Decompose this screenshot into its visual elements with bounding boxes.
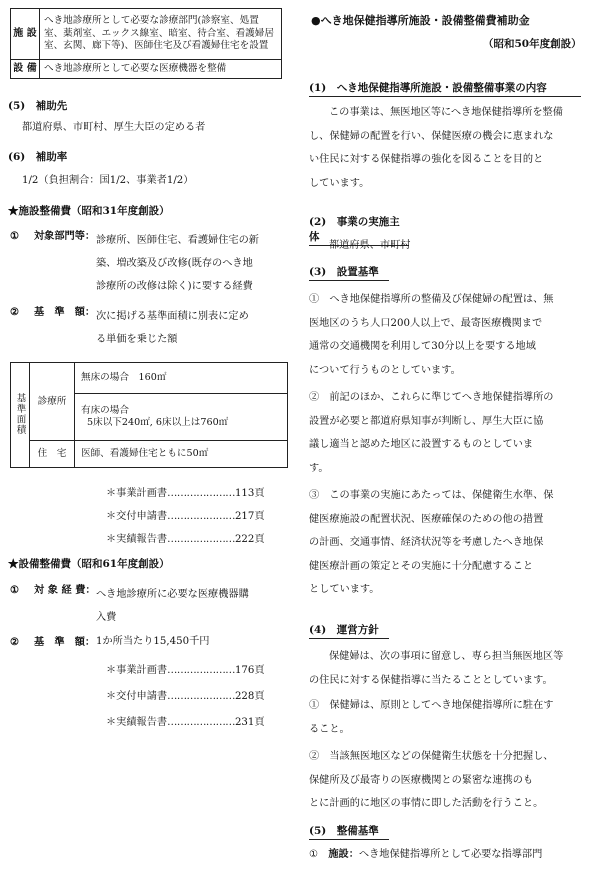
facility-equipment-table [10, 8, 282, 79]
ref-line: ＊実績報告書…………………231頁 [106, 717, 265, 728]
table-row-label: 設 備 [11, 60, 40, 79]
section-heading: (6) 補助率 [8, 151, 68, 163]
item-number: ② [309, 751, 320, 762]
text-line: 次に掲げる基準面積に別表に定め [96, 311, 249, 322]
section-heading: (1) へき地保健指導所施設・設備整備事業の内容 [309, 80, 581, 97]
item-number: ② [10, 636, 20, 648]
item-label: 基 準 額： [34, 306, 96, 318]
text-line: 議し適当と認めた地区に設置するものとしていま [309, 439, 534, 450]
ref-line: ＊実績報告書…………………222頁 [106, 534, 265, 545]
item-label: 対象部門等： [34, 230, 96, 242]
text-line: る単価を乗じた額 [96, 334, 178, 345]
ref-page: 228頁 [234, 691, 265, 702]
ref-label: ＊実績報告書 [106, 534, 168, 545]
text-line: この事業の実施にあたっては、保健衛生水準、保 [329, 490, 554, 501]
text-line: しています。 [309, 177, 370, 189]
text-line: この事業は、無医地区等にへき地保健指導所を整備 [329, 107, 563, 118]
ref-label: ＊実績報告書 [106, 717, 168, 728]
list-item [309, 745, 597, 816]
housing-row: 医師、看護婦住宅ともに50㎡ [75, 441, 288, 468]
section-heading: ★施設整備費（昭和31年度創設） [8, 205, 170, 217]
item-text [96, 583, 249, 629]
housing-label: 住 宅 [30, 441, 75, 468]
ref-page: 231頁 [234, 717, 265, 728]
page-subtitle: （昭和50年度創設） [483, 38, 582, 50]
table-row [11, 9, 282, 60]
no-bed-row: 無床の場合 160㎡ [75, 363, 288, 394]
with-bed-row [75, 394, 288, 441]
ref-label: ＊交付申請書 [106, 511, 168, 522]
section-body [309, 645, 597, 816]
setting-criteria-items [309, 288, 597, 602]
section-heading: (5) 整備基準 [309, 823, 389, 840]
text-line: 通常の交通機関を利用して30分以上を要する地域 [309, 341, 536, 352]
item-number: ② [10, 306, 20, 318]
item-label: 基 準 額： [34, 636, 96, 648]
text-line: 前記のほか、これらに準じてへき地保健指導所の [329, 392, 554, 403]
item-number: ① [309, 849, 319, 860]
text-line: 築、増改築及び改修(既存のへき地 [96, 258, 253, 269]
with-bed-title: 有床の場合 [81, 405, 129, 416]
ref-page: 222頁 [234, 534, 265, 545]
section-heading: (5) 補助先 [8, 100, 68, 112]
standard-area-label [11, 363, 30, 468]
item-number: ① [309, 294, 320, 305]
section-body [309, 847, 597, 862]
item-label: 施設： [328, 848, 359, 860]
text-line: 保健婦は、原則としてへき地保健指導所に駐在す [329, 700, 554, 711]
item-text [96, 305, 249, 351]
text-line: について行うものとしています。 [309, 364, 461, 376]
ref-label: ＊事業計画書 [106, 488, 168, 499]
ref-page: 113頁 [234, 488, 265, 499]
list-item [309, 694, 597, 741]
text-line: す。 [309, 462, 329, 474]
table-row-label: 施 設 [11, 9, 40, 60]
section-body: 都道府県、市町村、厚生大臣の定める者 [22, 122, 206, 133]
section-body: 都道府県、市町村 [329, 240, 411, 251]
table-row-text: へき地診療所として必要な医療機器を整備 [40, 60, 282, 79]
ref-line: ＊交付申請書…………………217頁 [106, 511, 265, 522]
text-line: ること。 [309, 723, 350, 735]
text-line: い住民に対する保健指導の強化を図ることを目的と [309, 154, 544, 165]
item-number: ② [309, 392, 320, 403]
text-line: とに計画的に地区の事情に即した活動を行うこと。 [309, 798, 544, 809]
ref-line: ＊事業計画書…………………176頁 [106, 665, 265, 676]
text-line: へき地保健指導所の整備及び保健婦の配置は、無 [329, 294, 554, 305]
ref-page: 217頁 [234, 511, 265, 522]
clinic-label: 診療所 [30, 363, 75, 441]
with-bed-detail: 5床以下240㎡, 6床以上は760㎡ [87, 417, 229, 428]
ref-label: ＊交付申請書 [106, 691, 168, 702]
item-text [96, 229, 259, 298]
list-item [309, 484, 597, 602]
section-heading: (3) 設置基準 [309, 264, 389, 281]
table-row [11, 60, 282, 79]
item-label: 対 象 経 費： [34, 584, 96, 596]
section-body: 1/2（負担割合：国1/2、事業者1/2） [22, 175, 194, 186]
vertical-label: 基準面積 [14, 392, 26, 435]
text-line: の計画、交通事情、経済状況等を考慮したへき地保 [309, 537, 544, 548]
item-number: ③ [309, 490, 320, 501]
section-heading: (2) 事業の実施主体 [309, 214, 409, 246]
section-body [309, 101, 597, 195]
section-heading: (4) 運営方針 [309, 622, 389, 639]
item-number: ① [10, 230, 20, 242]
list-item [309, 288, 597, 382]
text-line: の住民に対する保健指導に当たることとしています。 [309, 674, 553, 686]
text-line: へき地診療所に必要な医療機器購 [96, 589, 249, 600]
item-number: ① [10, 584, 20, 596]
page-title: ●へき地保健指導所施設・設備整備費補助金 [311, 14, 530, 27]
section-heading: ★設備整備費（昭和61年度創設） [8, 558, 170, 570]
item-number: ① [309, 700, 320, 711]
text-line: 診療所、医師住宅、看護婦住宅の新 [96, 235, 259, 246]
text-line: 保健婦は、次の事項に留意し、専ら担当無医地区等 [329, 651, 564, 662]
table-row-text: へき地診療所として必要な診療部門(診察室、処置室、薬剤室、エックス線室、暗室、待合室、看護婦居室、玄関、廊下等)、医師住宅及び看護婦住宅を設置 [40, 9, 282, 60]
text-line: 入費 [96, 612, 117, 623]
text-line: 健医療計画の策定とその実施に十分配慮すること [309, 560, 534, 572]
ref-label: ＊事業計画書 [106, 665, 168, 676]
item-text: へき地保健指導所として必要な指導部門 [358, 849, 543, 860]
ref-line: ＊交付申請書…………………228頁 [106, 691, 265, 702]
text-line: 医地区のうち人口200人以上で、最寄医療機関まで [309, 317, 543, 329]
text-line: 診療所の改修は除く)に要する経費 [96, 281, 253, 292]
ref-page: 176頁 [234, 665, 265, 676]
text-line: 保健所及び最寄りの医療機関との緊密な連携のも [309, 774, 534, 786]
item-text: 1か所当たり15,450千円 [96, 636, 210, 647]
standard-area-table [10, 362, 288, 468]
text-line: 設置が必要と都道府県知事が判断し、厚生大臣に協 [309, 415, 544, 427]
list-item [309, 386, 597, 480]
text-line: 当該無医地区などの保健衛生状態を十分把握し、 [329, 751, 554, 762]
text-line: し、保健婦の配置を行い、保健医療の機会に恵まれな [309, 130, 554, 142]
ref-line: ＊事業計画書…………………113頁 [106, 488, 265, 499]
text-line: 健医療施設の配置状況、医療確保のための他の措置 [309, 513, 544, 525]
text-line: としています。 [309, 584, 380, 595]
